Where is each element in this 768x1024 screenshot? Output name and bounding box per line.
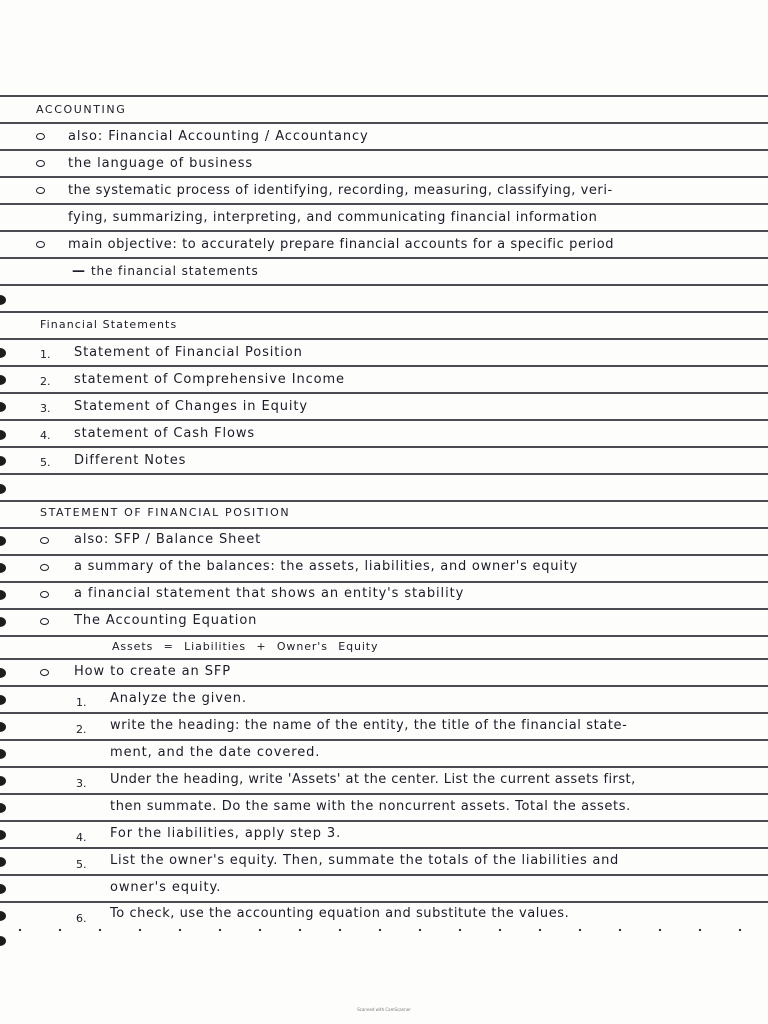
accounting-equation: Assets = Liabilities + Owner's Equity [112,640,379,653]
ruled-line [0,685,768,687]
ruled-line [0,311,768,313]
ruled-line [0,712,768,714]
sfp-bullet: also: SFP / Balance Sheet [74,532,262,547]
ruled-line [0,122,768,124]
list-number: 3. [40,402,51,415]
list-number: 5. [40,456,51,469]
punch-hole-mark [0,830,6,840]
ruled-line [0,766,768,768]
step-text: To check, use the accounting equation and substitute the values. [110,906,570,921]
ruled-line [0,203,768,205]
punch-hole-mark [0,430,6,440]
ruled-line [0,419,768,421]
dash-mark: — [72,264,86,279]
step-number: 6. [76,912,87,925]
punch-hole-mark [0,857,6,867]
financial-statement-item: Statement of Changes in Equity [74,399,308,414]
bullet-icon [40,669,49,676]
accounting-bullet-tail: the financial statements [90,264,259,278]
accounting-bullet: also: Financial Accounting / Accountancy [68,129,369,144]
list-number: 1. [40,348,51,361]
sfp-bullet: a financial statement that shows an entity's stability [74,586,465,601]
step-text-continuation: ment, and the date covered. [110,745,321,760]
financial-statement-item: statement of Comprehensive Income [74,372,345,387]
step-text: For the liabilities, apply step 3. [110,826,342,841]
ruled-line [0,901,768,903]
step-number: 1. [76,696,87,709]
punch-hole-mark [0,295,6,305]
section-heading-financial-statements: Financial Statements [40,318,178,331]
step-text: Under the heading, write 'Assets' at the center. List the current assets first, [110,772,636,787]
step-text: Analyze the given. [110,691,247,706]
ruled-line [0,635,768,637]
ruled-line [0,284,768,286]
list-number: 4. [40,429,51,442]
ruled-line [0,176,768,178]
step-text-continuation: owner's equity. [110,880,222,895]
ruled-line [0,874,768,876]
punch-hole-mark [0,668,6,678]
ruled-line [0,473,768,475]
ruled-line [0,820,768,822]
step-number: 5. [76,858,87,871]
punch-hole-mark [0,375,6,385]
ruled-line [0,365,768,367]
dotted-bottom-line [0,928,768,932]
bullet-icon [40,537,49,544]
scanner-watermark: Scanned with CamScanner [357,1007,411,1012]
punch-hole-mark [0,695,6,705]
sfp-bullet: a summary of the balances: the assets, liabilities, and owner's equity [74,559,578,574]
ruled-line [0,230,768,232]
ruled-line [0,446,768,448]
ruled-line [0,581,768,583]
step-text: List the owner's equity. Then, summate the totals of the liabilities and [110,853,620,868]
accounting-bullet-continuation: fying, summarizing, interpreting, and communicating financial information [68,210,598,225]
bullet-icon [36,241,45,248]
ruled-line [0,95,768,97]
step-text: write the heading: the name of the entity, the title of the financial state- [110,718,628,733]
ruled-line [0,500,768,502]
punch-hole-mark [0,484,6,494]
step-number: 4. [76,831,87,844]
ruled-line [0,257,768,259]
punch-hole-mark [0,590,6,600]
punch-hole-mark [0,456,6,466]
financial-statement-item: Different Notes [74,453,187,468]
financial-statement-item: Statement of Financial Position [74,345,303,360]
ruled-line [0,658,768,660]
financial-statement-item: statement of Cash Flows [74,426,256,441]
sfp-bullet: The Accounting Equation [74,613,258,628]
ruled-line [0,554,768,556]
punch-hole-mark [0,936,6,946]
section-heading-sfp: STATEMENT OF FINANCIAL POSITION [40,506,291,519]
step-text-continuation: then summate. Do the same with the noncurrent assets. Total the assets. [110,799,631,814]
punch-hole-mark [0,749,6,759]
bullet-icon [40,564,49,571]
accounting-bullet: main objective: to accurately prepare financial accounts for a specific period [68,237,615,252]
ruled-line [0,527,768,529]
ruled-line [0,608,768,610]
punch-hole-mark [0,536,6,546]
accounting-bullet: the language of business [68,156,254,171]
ruled-line [0,847,768,849]
ruled-line [0,149,768,151]
punch-hole-mark [0,722,6,732]
ruled-line [0,739,768,741]
punch-hole-mark [0,884,6,894]
bullet-icon [36,133,45,140]
punch-hole-mark [0,348,6,358]
punch-hole-mark [0,776,6,786]
punch-hole-mark [0,402,6,412]
ruled-line [0,392,768,394]
section-heading-accounting: ACCOUNTING [36,103,127,116]
bullet-icon [40,591,49,598]
punch-hole-mark [0,803,6,813]
ruled-line [0,793,768,795]
punch-hole-mark [0,617,6,627]
punch-hole-mark [0,911,6,921]
ruled-line [0,338,768,340]
accounting-bullet-continuation [72,264,259,279]
step-number: 2. [76,723,87,736]
list-number: 2. [40,375,51,388]
sfp-bullet: How to create an SFP [74,664,231,679]
step-number: 3. [76,777,87,790]
bullet-icon [36,160,45,167]
punch-hole-mark [0,563,6,573]
bullet-icon [36,187,45,194]
bullet-icon [40,618,49,625]
accounting-bullet: the systematic process of identifying, recording, measuring, classifying, veri- [68,183,613,198]
